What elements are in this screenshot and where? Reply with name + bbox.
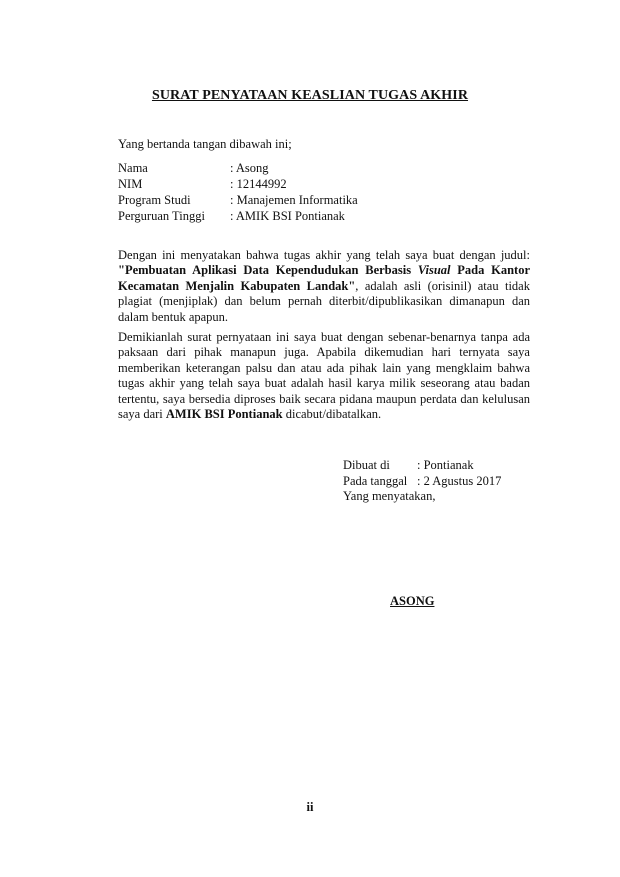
declaration-text-end: dicabut/dibatalkan. bbox=[282, 407, 382, 422]
date-value: : 2 Agustus 2017 bbox=[417, 473, 502, 488]
statement-text: Dengan ini menyatakan bahwa tugas akhir yang telah saya buat dengan judul: bbox=[118, 248, 530, 262]
declaration-paragraph bbox=[118, 330, 530, 422]
identity-label: Perguruan Tinggi bbox=[118, 209, 205, 223]
signature-block bbox=[343, 458, 501, 505]
thesis-title-italic: Visual bbox=[417, 263, 451, 278]
declaration-text: Demikianlah surat pernyataan ini saya buat dengan sebenar-benarnya tanpa ada paksaan dari pihak manapun juga. Apabila dikemudian hari ternyata saya memberikan keterangan palsu dan atau ada pihak lain yang mengklaim bahwa tugas akhir yang telah saya buat adalah hasil karya milik seseorang atau badan tertentu, saya bersedia diproses baik secara pidana maupun perdata dan kelulusan saya dari bbox=[118, 330, 530, 422]
statement-paragraph bbox=[118, 248, 530, 325]
statement-text-end: , adalah asli (orisinil) atau tidak plagiat (menjiplak) dan belum pernah diterbit/dipublikasikan dimanapun dan dalam bentuk apapun. bbox=[118, 278, 530, 324]
document-title: SURAT PENYATAAN KEASLIAN TUGAS AKHIR bbox=[151, 88, 469, 103]
signer-name: ASONG bbox=[390, 594, 435, 608]
identity-label: NIM bbox=[118, 177, 143, 191]
identity-value: : AMIK BSI Pontianak bbox=[230, 209, 345, 223]
identity-label: Program Studi bbox=[118, 193, 191, 207]
intro-text: Yang bertanda tangan dibawah ini; bbox=[118, 137, 292, 151]
place-value: : Pontianak bbox=[417, 458, 474, 472]
institution-name: AMIK BSI Pontianak bbox=[165, 407, 283, 422]
signature-date-row bbox=[343, 474, 501, 490]
identity-row-program bbox=[118, 192, 358, 208]
identity-label: Nama bbox=[118, 161, 148, 175]
identity-row-institution bbox=[118, 208, 358, 224]
date-label: Pada tanggal bbox=[343, 473, 408, 488]
signature-place-row bbox=[343, 458, 501, 474]
thesis-title-part-a: "Pembuatan Aplikasi Data Kependudukan Berbasis bbox=[118, 263, 418, 278]
signature-statement: Yang menyatakan, bbox=[343, 489, 436, 503]
thesis-title-part-b: Pada Kantor Kecamatan Menjalin Kabupaten Landak" bbox=[118, 263, 530, 293]
identity-block bbox=[118, 160, 358, 224]
place-label: Dibuat di bbox=[343, 458, 390, 472]
identity-value: : 12144992 bbox=[230, 177, 287, 191]
identity-value: : Asong bbox=[230, 161, 269, 175]
identity-row-nim bbox=[118, 176, 358, 192]
identity-value: : Manajemen Informatika bbox=[230, 193, 358, 207]
page-number: ii bbox=[306, 800, 314, 814]
identity-row-name bbox=[118, 160, 358, 176]
